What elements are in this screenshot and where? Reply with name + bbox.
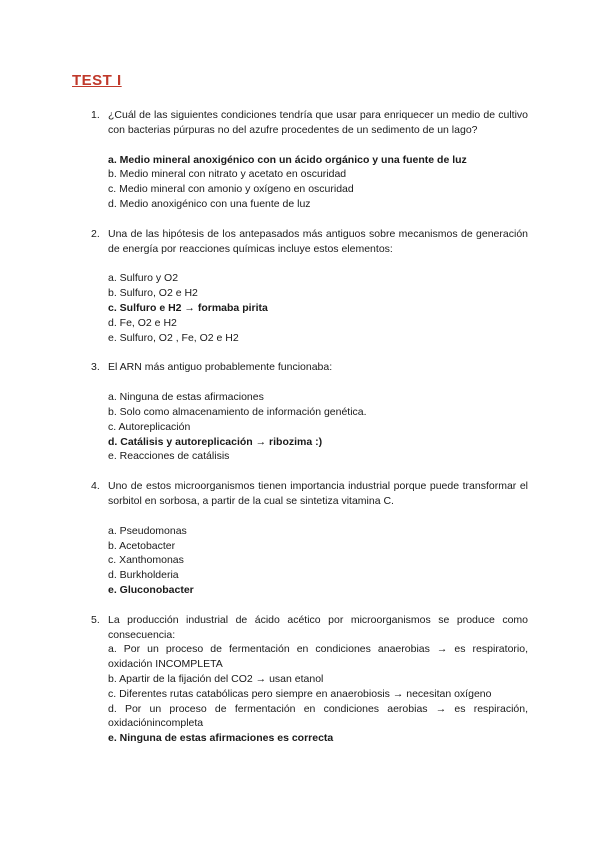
question-number: 5. bbox=[91, 613, 100, 626]
option-b: b. Acetobacter bbox=[108, 539, 176, 552]
option-c: c. Autoreplicación bbox=[108, 420, 191, 433]
question-2 bbox=[91, 227, 528, 346]
option-b: b. Apartir de la fijación del CO2 → usan etanol bbox=[108, 672, 324, 685]
option-e: e. Reacciones de catálisis bbox=[108, 450, 230, 463]
option-a: a. Ninguna de estas afirmaciones bbox=[108, 391, 264, 404]
question-5 bbox=[91, 613, 528, 746]
option-b: b. Medio mineral con nitrato y acetato en oscuridad bbox=[108, 168, 347, 181]
option-e: e. Ninguna de estas afirmaciones es correcta bbox=[108, 732, 334, 745]
question-3 bbox=[91, 360, 528, 464]
option-d: d. Catálisis y autoreplicación → ribozima :) bbox=[108, 435, 323, 448]
option-a: a. Medio mineral anoxigénico con un ácido orgánico y una fuente de luz bbox=[108, 153, 467, 166]
option-d: d. Por un proceso de fermentación en condiciones aerobias → es respiración, oxidaciónincompleta bbox=[108, 702, 528, 730]
option-e: e. Gluconobacter bbox=[108, 583, 194, 596]
option-d: d. Burkholderia bbox=[108, 569, 179, 582]
question-list bbox=[91, 108, 528, 746]
option-c: c. Xanthomonas bbox=[108, 554, 184, 567]
option-e: e. Sulfuro, O2 , Fe, O2 e H2 bbox=[108, 331, 239, 344]
question-number: 4. bbox=[91, 480, 100, 493]
question-text: El ARN más antiguo probablemente funcionaba: bbox=[108, 361, 333, 374]
question-number: 3. bbox=[91, 361, 100, 374]
question-number: 1. bbox=[91, 109, 100, 121]
option-b: b. Solo como almacenamiento de información genética. bbox=[108, 405, 367, 418]
page-title: TEST I bbox=[72, 72, 122, 89]
option-c: c. Diferentes rutas catabólicas pero siempre en anaerobiosis → necesitan oxígeno bbox=[108, 687, 492, 700]
option-b: b. Sulfuro, O2 e H2 bbox=[108, 287, 198, 300]
question-text: Una de las hipótesis de los antepasados más antiguos sobre mecanismos de generación de energía por reacciones químicas incluye estos elementos: bbox=[108, 227, 528, 255]
option-d: d. Medio anoxigénico con una fuente de luz bbox=[108, 197, 311, 210]
question-text: La producción industrial de ácido acético por microorganismos se produce como consecuencia: bbox=[108, 613, 528, 641]
option-a: a. Sulfuro y O2 bbox=[108, 272, 179, 285]
option-c: c. Medio mineral con amonio y oxígeno en oscuridad bbox=[108, 183, 354, 196]
question-text: Uno de estos microorganismos tienen importancia industrial porque puede transformar el sorbitol en sorbosa, a partir de la cual se sintetiza vitamina C. bbox=[108, 480, 528, 507]
question-text: ¿Cuál de las siguientes condiciones tendría que usar para enriquecer un medio de cultivo con bacterias púrpuras no del azufre procedentes de un sedimento de un lago? bbox=[108, 109, 528, 136]
option-a: a. Pseudomonas bbox=[108, 524, 187, 537]
option-d: d. Fe, O2 e H2 bbox=[108, 316, 177, 329]
question-4 bbox=[91, 479, 528, 598]
question-number: 2. bbox=[91, 227, 100, 240]
question-1 bbox=[91, 108, 528, 212]
option-a: a. Por un proceso de fermentación en condiciones anaerobias → es respiratorio, oxidación INCOMPLETA bbox=[108, 643, 528, 671]
option-c: c. Sulfuro e H2 → formaba pirita bbox=[108, 301, 268, 314]
